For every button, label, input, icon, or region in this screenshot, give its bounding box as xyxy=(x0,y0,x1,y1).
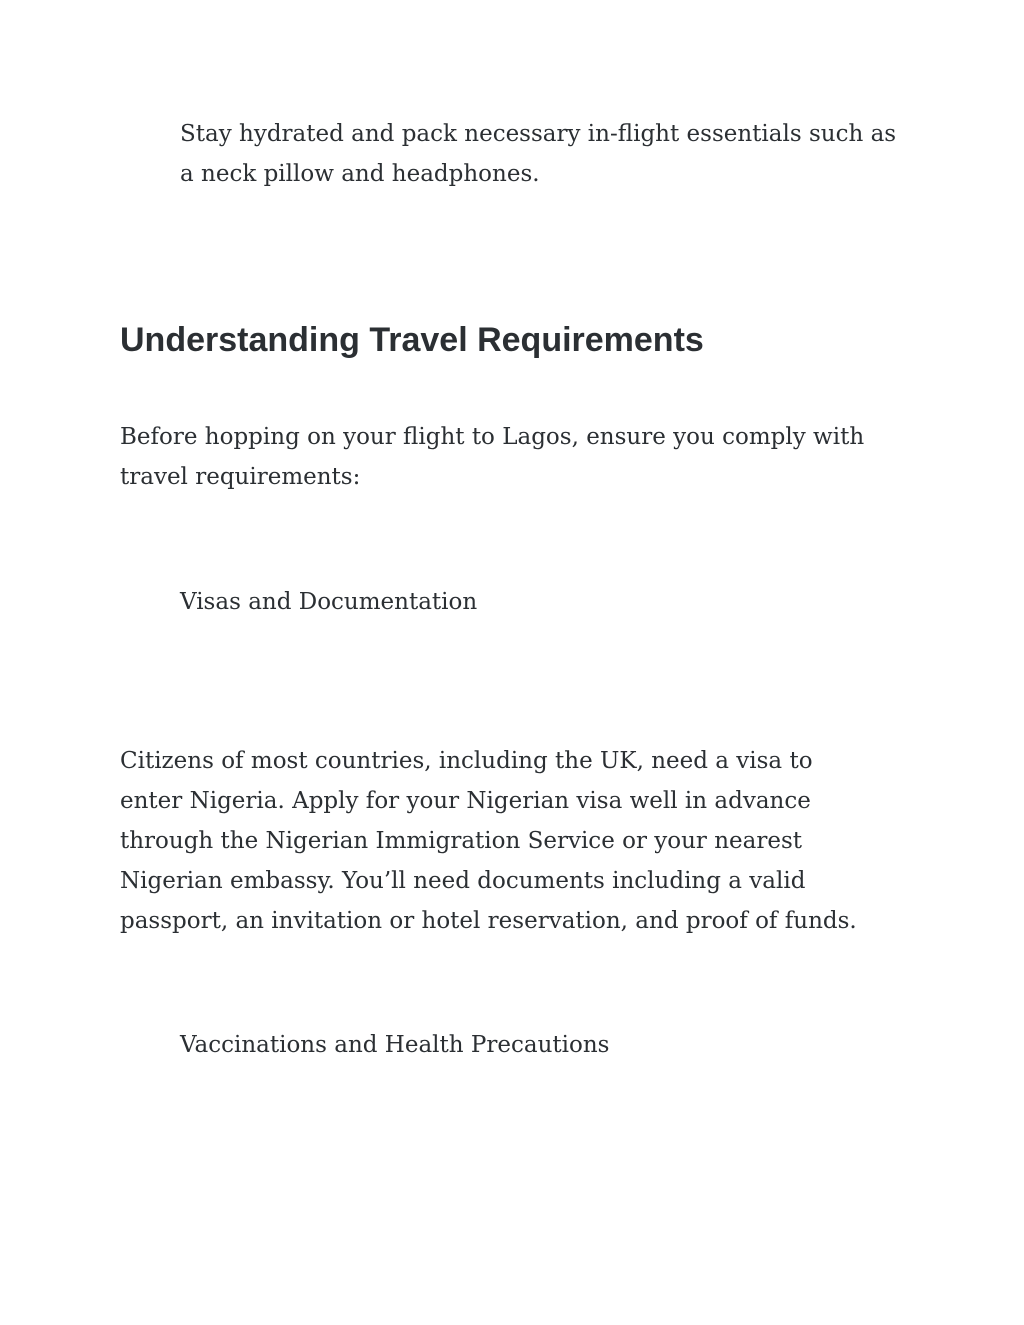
visas-paragraph: Citizens of most countries, including the UK, need a visa to enter Nigeria. Apply for your Nigerian visa well in advance through the Nigerian Immigration Service or your nearest Nigerian embassy. You’ll need documents including a valid passport, an invitation or hotel reservation, and proof of funds. xyxy=(120,748,857,934)
section-title: Understanding Travel Requirements xyxy=(120,321,704,359)
subsection-title-vaccinations: Vaccinations and Health Precautions xyxy=(180,1032,610,1058)
section-intro-paragraph: Before hopping on your flight to Lagos, ensure you comply with travel requirements: xyxy=(120,424,865,490)
subsection-title-visas: Visas and Documentation xyxy=(180,589,478,615)
in-flight-essentials-bullet: Stay hydrated and pack necessary in-flight essentials such as a neck pillow and headphones. xyxy=(180,121,897,187)
